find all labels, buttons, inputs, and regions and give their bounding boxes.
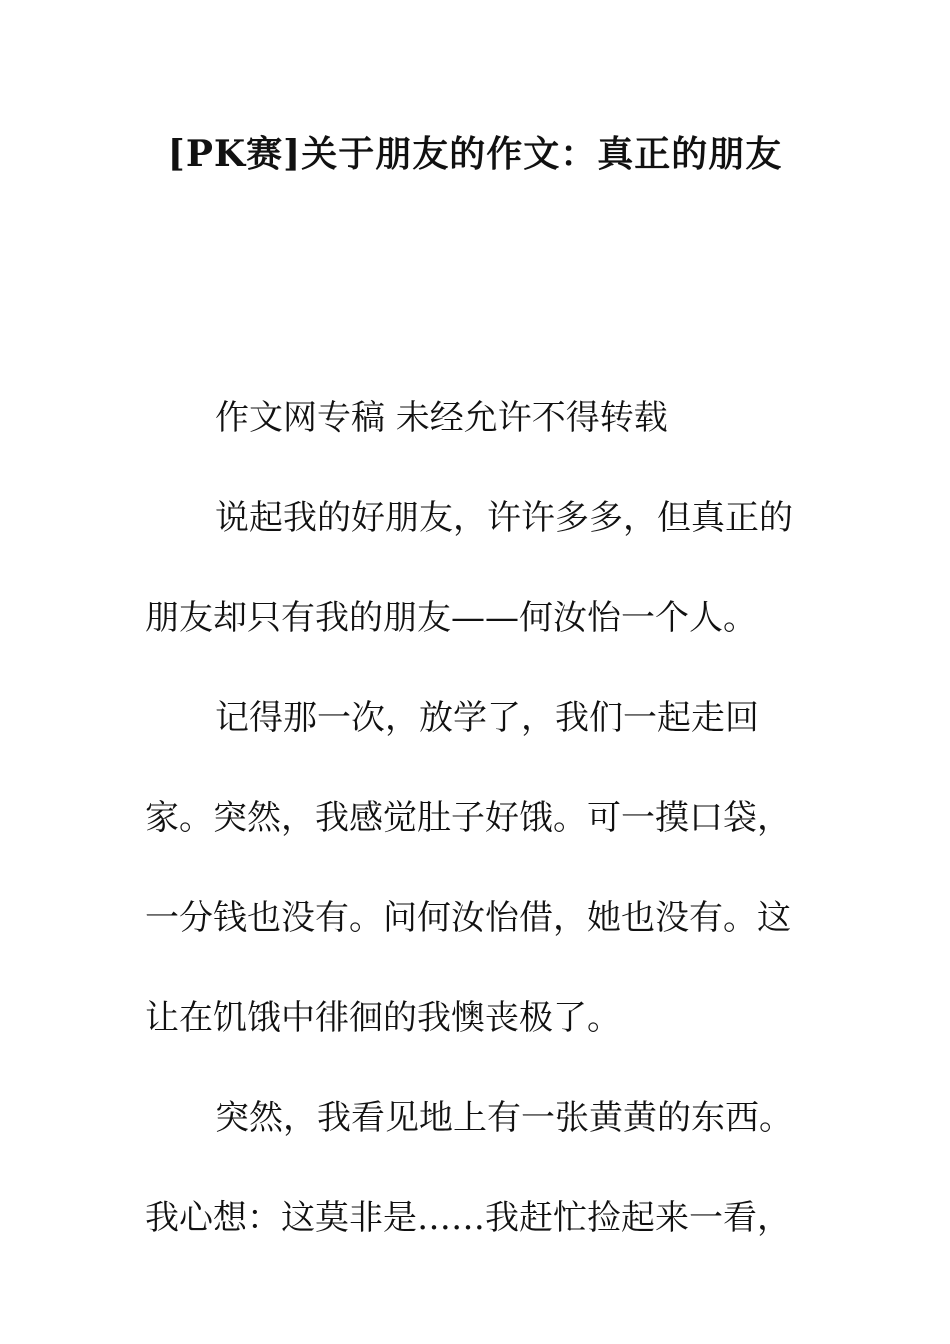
paragraph: 突然，我看见地上有一张黄黄的东西。我心想：这莫非是……我赶忙捡起来一看，	[145, 1098, 793, 1238]
paragraph: 说起我的好朋友，许许多多，但真正的朋友却只有我的朋友——何汝怡一个人。	[145, 498, 793, 638]
paragraph: 作文网专稿 未经允许不得转载	[215, 398, 668, 438]
document-body	[145, 368, 809, 1268]
document-title: [PK赛]关于朋友的作文：真正的朋友	[167, 133, 783, 175]
paragraph: 记得那一次，放学了，我们一起走回家。突然，我感觉肚子好饿。可一摸口袋，一分钱也没有。问何汝怡借，她也没有。这让在饥饿中徘徊的我懊丧极了。	[145, 698, 791, 1038]
